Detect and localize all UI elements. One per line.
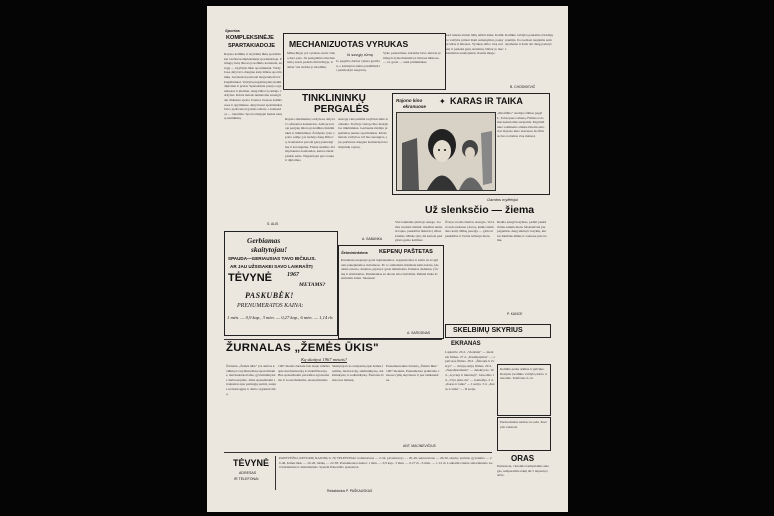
recipe-kicker: Šeimininkėms (341, 250, 368, 255)
footer-imprint: PANEVĖŽIO, KETURIŲ RAJONŲ ir JŲ TELEFONAI: redaktoriaus — 2-34, pavaduotojo — 20-49, sekretoriaus — 26-56, skyrių: partinio gyvenimo — 20-46, žemės ūkio — 20-26, laiškų — 22-38. Prenumeratos kaina: 1 mėn. — 0,9 kap., 3 mėn. — 0,27 rb., 6 mėn. — 1,14 rb. Laikraštis išeina antradieniais, ketvirtadieniais ir šeštadieniais. Spaudė Panevėžio spaustuvė. (279, 456, 493, 470)
victories-body-2: Antrąją vietą užėmė tarybinio ūkio komanda. Trečioje vietoje liko mokyklos tinklininkai. Geriausiu žaidėju pripažintas jaunas sportininkas. Kitais metais varžybos vėl bus surengtos, į jas pakviesta daugiau komandų iš kaimyninių rajonų. (338, 117, 388, 149)
footer-phones-label: IR TELEFONAI (234, 477, 259, 481)
journal-body-2: 1967 metais žurnale bus nauja rubrika apie mechanizaciją ir elektrifikaciją. Bus spausdinami patarimai agronomams ir zootechnikams, ekonomistams. (278, 364, 330, 382)
weather-title: ORAS (511, 454, 535, 463)
journal-title: ŽURNALAS „ŽEMĖS ŪKIS" (226, 342, 379, 354)
nature-body-3: Reikia įrengti lesyklas, padėti paukščiams sunkiu metu. Moksleiviai jau pagamino daug inkilų ir lesyklų, kurias iškabins miške ir soduose prie namų. (497, 220, 547, 243)
war-peace-author: B. CHODKIEVIČ (510, 85, 536, 89)
movie-still-image (396, 112, 496, 191)
right-column-text-1: kad rudens darbai būtų atlikti laiku. Kolūkio valdyba pritarė šiam sumanymui, paskyrė lėšas ir žmones. Vyrukas dirbo visą rudenį ir pasiekė gerų rezultatų. Dabar jo mechanizmas naudojamas visame ūkyje. (446, 33, 504, 56)
subscription-line2: skaitytojau! (251, 245, 288, 254)
footer-brand-logo: TĖVYNĖ (233, 458, 270, 468)
subscription-line4: AR JAU UŽSISAKEI SAVO LAIKRAŠTĮ (230, 264, 313, 269)
divider (275, 456, 276, 490)
sports-author: S. ALIS (267, 222, 279, 226)
mechanization-body-1: Mūsų ūkyje yra vyrukas, kuris viską daro pats. Jis pasigamino mechanizmą, kuris padeda dirbti ūkyje, ir dabar visi stebisi jo išradimu. (287, 51, 335, 69)
subscription-line3: SPAUDA—GERIAUSIAS TAVO BIČIULIS. (228, 256, 316, 261)
ad-box-text: Kolūkis perka arklius ir galvijus. Kreiptis į kolūkio valdybą darbo dienomis. Telefonas 2-14. (500, 367, 547, 381)
victories-title-line2: PERGALĖS (314, 104, 370, 115)
sports-title-line2: SPARTAKIADOJE (228, 43, 276, 49)
movie-description: „Mosfilmo" studijos filmas pagal L. Tolstojaus romaną. Filmas rodomas keturiomis serijomis. Pagrindinius vaidmenis atlieka žinomi aktoriai. Rajono kino teatruose šis filmas bus rodomas visą mėnesį. (497, 111, 545, 138)
screens-title: EKRANAS (451, 341, 481, 347)
footer-address-label: ADRESAS (239, 471, 257, 475)
mechanization-title: MECHANIZUOTAS VYRUKAS (289, 39, 409, 49)
subscription-price-title: PRENUMERATOS KAINA: (237, 303, 304, 309)
mechanization-body-2: Jo pagalba darbas vyksta greičiau, o kaimynai ateina pasižiūrėti ir pasimokyti naujovių. (336, 59, 381, 73)
subscription-price-line: 1 mėn. — 0,9 kap., 3 mėn. — 0,27 kap., 6 mėn. — 1,14 rb. (227, 315, 334, 320)
journal-body-4: Prenumeruokite žurnalą „Žemės ūkis" 1967 metams. Prenumerata priimama visuose ryšių skyriuose ir pas laiškanešius. (386, 364, 440, 382)
journal-body-3: Skaitytojai ras straipsnių apie žemės tręšimą, melioraciją, sėklininkystę, daržininkystę ir sodininkystę. Žurnalas išeina kas mėnesį. (332, 364, 384, 382)
sports-article-body: Rajono kolūkių ir tarybinių ūkių sportininkai varžėsi kompleksinėje spartakiadoje. Pirmąją vietą iškovojo kolūkio komanda, antrąją — tarybinio ūkio sportininkai. Varžybose dalyvavo daugiau kaip šimtas sportininkų. Geriausiai pasirodė lengvaatlečiai ir krepšininkai. Varžybų nugalėtojams įteikti diplomai ir prizai. Spartakiada praėjo organizuotai ir įdomiai, daug žiūrovų stebėjo varžybas. Kitais metais numatoma surengti dar didesnes sporto šventes visuose kolūkiuose ir apylinkėse. Aktyviausi sportininkai buvo apdovanoti garbės raštais, o komandos — taurėmis. Sporto mėgėjai laukia naujų susitikimų. (224, 52, 282, 121)
newspaper-page (207, 6, 568, 512)
movie-still-illustration (397, 113, 495, 190)
subscription-years-word: METAMS? (299, 282, 326, 288)
war-peace-title: KARAS IR TAIKA (450, 96, 523, 106)
subscription-year: 1967 (287, 272, 299, 278)
screens-listing: Lapkričio 26 d. „Vienišiai" — meninis filmas. 27 d. „Pasimatymas" — spalvotas filmas. 28 d. „Žmonės ir žvėrys" — dviejų serijų filmas. 29 d. „Nepažįstamasis" — detektyvas. 30 d. „Gyvieji ir mirusieji". Gruodžio 1 d. „Trys plius du" — komedija. 2 d. „Karas ir taika" — I serija. 3 d. „Karas ir taika" — II serija. (445, 350, 495, 391)
nature-title: Už slenksčio — žiema (425, 204, 535, 216)
footer-editor: Redaktorius P. PAŠKAUSKAS (327, 489, 373, 493)
nature-body-1: Visi laukiame pirmojo sniego. Gamta ruošiasi žiemai: medžiai numetė lapus, paukščiai išskrido į šiltus kraštus. Miške tylu, tik kartais pasigirsta genio kalimas. (395, 220, 443, 243)
sports-kicker: Sportas (225, 28, 240, 33)
ad-box-text: Parduodamas namas su sodu. Kreiptis vakarais. (500, 420, 547, 429)
weather-body: Debesuota, vietomis trumpalaikis sniegas, temperatūra naktį iki 5 laipsnių šalčio. (497, 464, 549, 478)
divider (224, 452, 492, 453)
ads-title: SKELBIMŲ SKYRIUS (453, 327, 523, 334)
journal-body-1: Žurnalas „Žemės ūkis" yra skirtas kolūkių ir tarybinių ūkių specialistams, mechanizatoriams, gyvulininkystės darbuotojams. Jame spausdinami straipsniai apie pažangią patirtį, naujas technologijas ir darbo organizavimą. (226, 364, 276, 396)
journal-author: ANT. MACINEVIČIUS (403, 444, 436, 448)
subscription-hurry: PASKUBĖK! (245, 291, 294, 300)
mechanization-subtitle: Iš savųjų rūmų (347, 52, 374, 57)
rajono-line2: ekranuose (403, 104, 426, 109)
divider (283, 89, 444, 90)
mechanization-body-3: Vyko pasitarimas, kuriame buvo nutarta pritaikyti šį mechanizmą ir kituose ūkiuose. — O, gerai — sakė pirmininkas. (383, 51, 441, 65)
subscription-line1: Gerbiamas (247, 236, 281, 245)
nature-author: P. KANCE (507, 312, 523, 316)
sports-title-line1: KOMPLEKSINĖJE (226, 35, 274, 41)
recipe-author: A. SARGŪNAS (407, 331, 431, 335)
nature-body-2: Žvėrys ruošia žiemos atsargas. Voverė neša riešutus į drevę, kiškis išsimaino kailį. Mūsų pareiga — globoti paukščius ir žvėris šaltuoju metu. (445, 220, 495, 238)
victories-body-1: Rajono tinklininkų varžybose dalyvavo aštuonios komandos. Aršioje kovoje pergalę iškovojo kolūkio tinklininkės ir tinklininkai. Žaidynės vyko sporto salėje, jas stebėjo daug žiūrovų. Komandos parodė gerą pasirengimą ir kovingumą. Finale susitiko dvi stipriausios komandos, kurios žaidė penkis setus. Nugalėtojai gavo taurę ir diplomus. (285, 117, 335, 163)
recipe-body: Kiaulienos kepenys gerai nuplaunamos, supjaustomos ir kartu su svogūnais pakepinamos riebaluose. Po to sumalama mėsmale kelis kartus, įdedama sviesto, druskos, pipirų ir gerai išmaišoma. Paštetas dedamas į formą ir atšaldomas. Patiekiamas su duona arba bulvėmis. Puikiai tinka šventiniam stalui. Skanaus! (341, 258, 439, 281)
subscription-brand-logo: TĖVYNĖ (228, 272, 273, 284)
rajono-line1: Rajono kino (396, 98, 423, 103)
nature-kicker: Gamtos mylėtojui (487, 197, 518, 202)
victories-title-line1: TINKLININKŲ (302, 93, 366, 104)
journal-subtitle: Ką skaitysi 1967 metais? (301, 357, 348, 362)
recipe-title: KEPENŲ PAŠTETAS (379, 249, 433, 255)
right-column-text-2: Kolūkio valdyba paskatino išradėją premija. Jis ruošiasi naujiems sumanymams ir žada dar daug padaryti. (505, 33, 553, 51)
film-reel-icon: ✦ (439, 97, 446, 106)
divider (224, 339, 442, 340)
victories-author: A. SABANKA (362, 237, 383, 241)
